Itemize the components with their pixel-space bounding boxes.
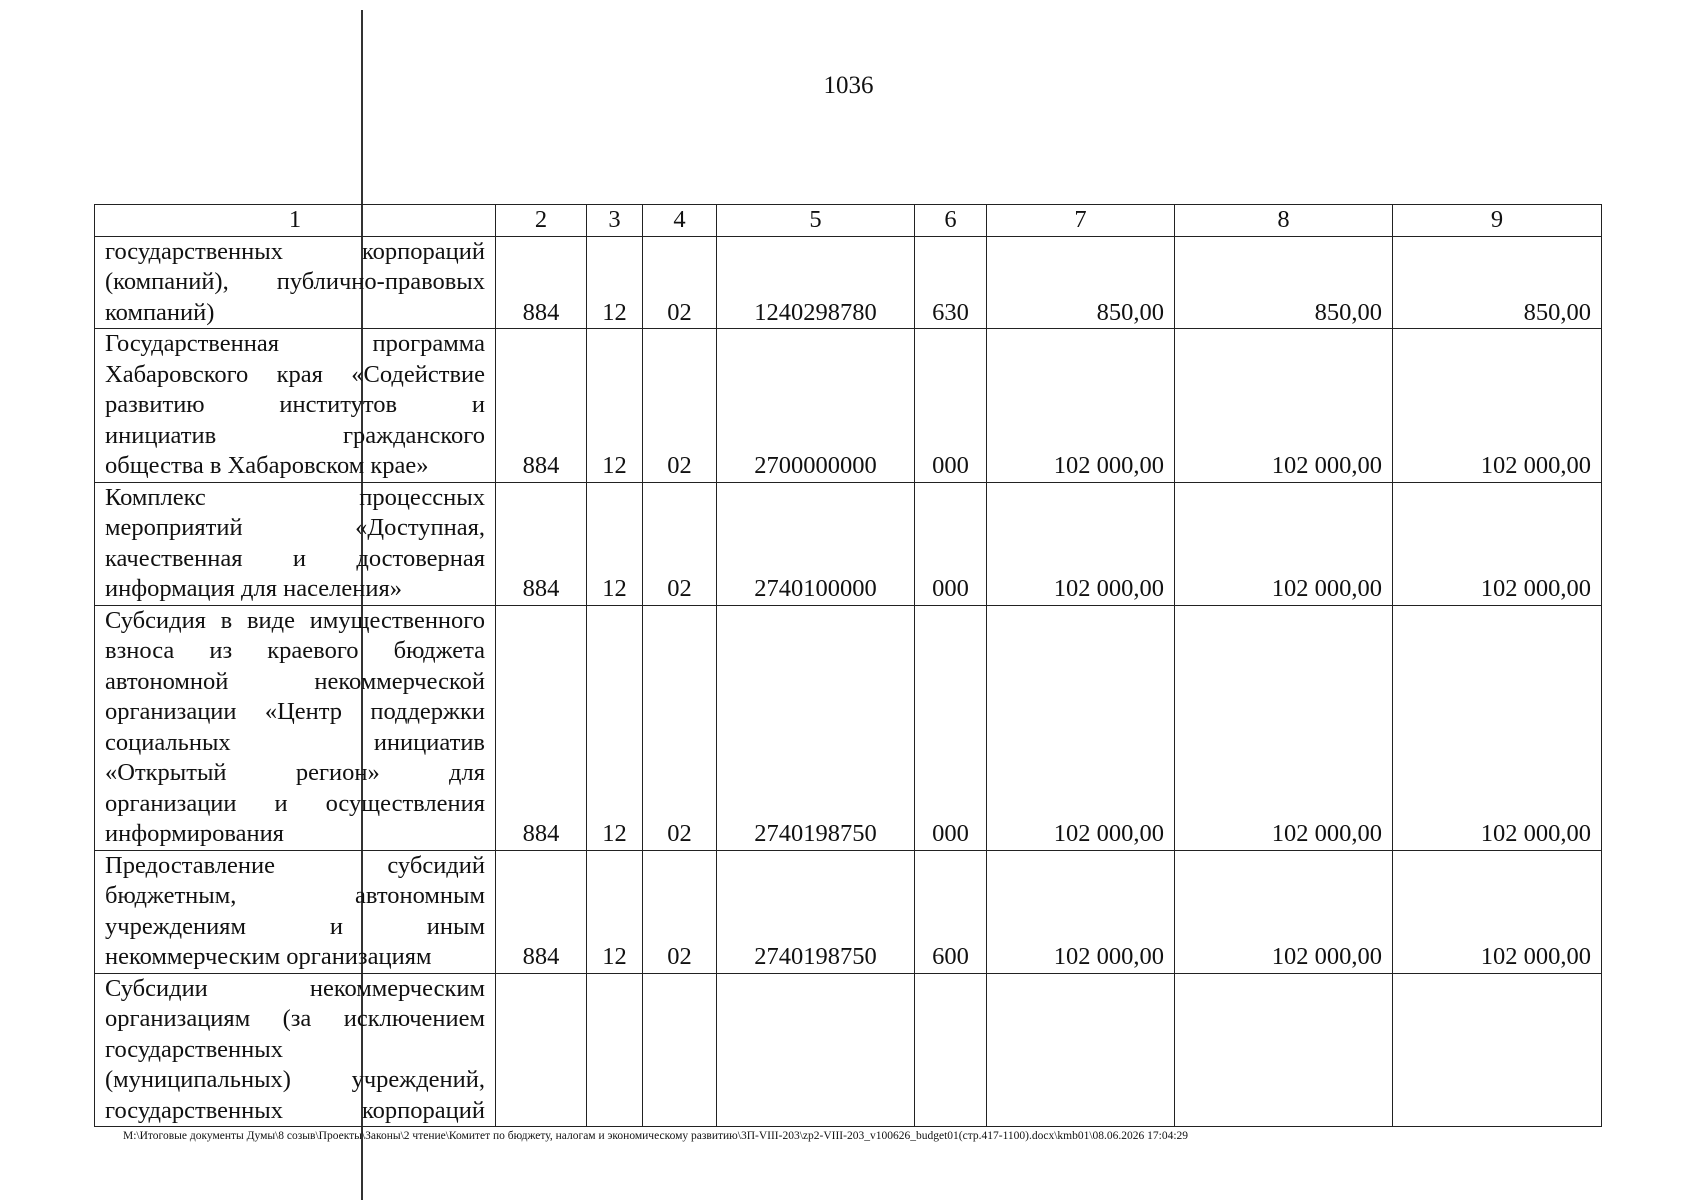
file-path-footer: M:\Итоговые документы Думы\8 созыв\Проекты\Законы\2 чтение\Комитет по бюджету, налогам и экономическому развитию\3П-VIII-203\zp2-VIII-203_v100626_budget01(стр.417-1100).docx\kmb01\08.06.2026 17:04:29 xyxy=(123,1130,1189,1142)
row-description xyxy=(95,482,496,605)
header-cell: 8 xyxy=(1175,205,1393,237)
row-description xyxy=(95,605,496,850)
rz-cell: 12 xyxy=(587,329,643,483)
description-line: качественная и достоверная xyxy=(105,544,485,572)
page-number: 1036 xyxy=(823,72,874,99)
pr-cell: 02 xyxy=(643,329,717,483)
description-line: автономной некоммерческой xyxy=(105,667,485,695)
row-description xyxy=(95,329,496,483)
description-line: развитию институтов и xyxy=(105,391,485,418)
amount-cell xyxy=(1393,973,1602,1127)
amount-cell: 102 000,00 xyxy=(987,605,1175,850)
amount-cell: 850,00 xyxy=(987,236,1175,329)
description-line: Субсидия в виде имущественного xyxy=(105,606,485,634)
rz-cell: 12 xyxy=(587,605,643,850)
description-line: государственных корпораций xyxy=(105,237,485,265)
row-description xyxy=(95,236,496,329)
description-line: Предоставление субсидий xyxy=(105,851,485,879)
header-row xyxy=(95,205,1602,237)
description-line: государственных корпораций xyxy=(105,1096,485,1124)
table-row xyxy=(95,236,1602,329)
csr-cell: 2740198750 xyxy=(717,850,915,973)
table-row xyxy=(95,482,1602,605)
header-cell: 7 xyxy=(987,205,1175,237)
amount-cell: 850,00 xyxy=(1175,236,1393,329)
description-line: государственных xyxy=(105,1035,283,1063)
budget-table xyxy=(94,204,1602,1127)
amount-cell: 102 000,00 xyxy=(1175,605,1393,850)
header-cell: 4 xyxy=(643,205,717,237)
vr-cell: 000 xyxy=(915,605,987,850)
header-cell: 5 xyxy=(717,205,915,237)
table-row xyxy=(95,329,1602,483)
header-cell: 1 xyxy=(95,205,496,237)
amount-cell: 102 000,00 xyxy=(987,850,1175,973)
description-line: некоммерческим организациям xyxy=(105,943,432,970)
csr-cell xyxy=(717,973,915,1127)
amount-cell: 102 000,00 xyxy=(987,329,1175,483)
pr-cell: 02 xyxy=(643,605,717,850)
header-cell: 3 xyxy=(587,205,643,237)
description-line: (муниципальных) учреждений, xyxy=(105,1066,485,1093)
pr-cell: 02 xyxy=(643,236,717,329)
amount-cell: 102 000,00 xyxy=(1175,482,1393,605)
pr-cell xyxy=(643,973,717,1127)
gr-cell: 884 xyxy=(496,850,587,973)
gr-cell: 884 xyxy=(496,329,587,483)
table-row xyxy=(95,973,1602,1127)
row-description xyxy=(95,973,496,1127)
amount-cell xyxy=(1175,973,1393,1127)
description-line: общества в Хабаровском крае» xyxy=(105,452,429,479)
gr-cell: 884 xyxy=(496,482,587,605)
amount-cell xyxy=(987,973,1175,1127)
description-line: организациям (за исключением xyxy=(105,1005,485,1032)
csr-cell: 2740198750 xyxy=(717,605,915,850)
rz-cell: 12 xyxy=(587,236,643,329)
description-line: инициатив гражданского xyxy=(105,421,485,449)
description-line: (компаний), публично-правовых xyxy=(105,268,485,295)
csr-cell: 2700000000 xyxy=(717,329,915,483)
description-line: Хабаровского края «Содействие xyxy=(105,360,485,388)
description-line: взноса из краевого бюджета xyxy=(105,637,485,664)
amount-cell: 850,00 xyxy=(1393,236,1602,329)
description-line: «Открытый регион» для xyxy=(105,759,485,786)
header-cell: 9 xyxy=(1393,205,1602,237)
pr-cell: 02 xyxy=(643,482,717,605)
description-line: Комплекс процессных xyxy=(105,483,485,511)
rz-cell: 12 xyxy=(587,482,643,605)
amount-cell: 102 000,00 xyxy=(1393,850,1602,973)
vr-cell xyxy=(915,973,987,1127)
amount-cell: 102 000,00 xyxy=(1175,329,1393,483)
header-cell: 6 xyxy=(915,205,987,237)
gr-cell: 884 xyxy=(496,236,587,329)
csr-cell: 1240298780 xyxy=(717,236,915,329)
row-description xyxy=(95,850,496,973)
description-line: Субсидии некоммерческим xyxy=(105,974,485,1002)
description-line: организации и осуществления xyxy=(105,789,485,817)
gr-cell xyxy=(496,973,587,1127)
vr-cell: 600 xyxy=(915,850,987,973)
description-line: компаний) xyxy=(105,298,215,326)
description-line: мероприятий «Доступная, xyxy=(105,514,485,541)
vr-cell: 000 xyxy=(915,329,987,483)
csr-cell: 2740100000 xyxy=(717,482,915,605)
table-row xyxy=(95,605,1602,850)
gr-cell: 884 xyxy=(496,605,587,850)
description-line: бюджетным, автономным xyxy=(105,882,485,909)
description-line: информация для населения» xyxy=(105,575,403,602)
header-cell: 2 xyxy=(496,205,587,237)
rz-cell xyxy=(587,973,643,1127)
description-line: Государственная программа xyxy=(105,330,485,357)
description-line: информирования xyxy=(105,820,284,847)
rz-cell: 12 xyxy=(587,850,643,973)
amount-cell: 102 000,00 xyxy=(1393,605,1602,850)
pr-cell: 02 xyxy=(643,850,717,973)
vr-cell: 000 xyxy=(915,482,987,605)
vr-cell: 630 xyxy=(915,236,987,329)
description-line: организации «Центр поддержки xyxy=(105,698,485,725)
amount-cell: 102 000,00 xyxy=(1393,329,1602,483)
table-row xyxy=(95,850,1602,973)
amount-cell: 102 000,00 xyxy=(1393,482,1602,605)
amount-cell: 102 000,00 xyxy=(987,482,1175,605)
amount-cell: 102 000,00 xyxy=(1175,850,1393,973)
description-line: социальных инициатив xyxy=(105,728,485,756)
description-line: учреждениям и иным xyxy=(105,912,485,940)
